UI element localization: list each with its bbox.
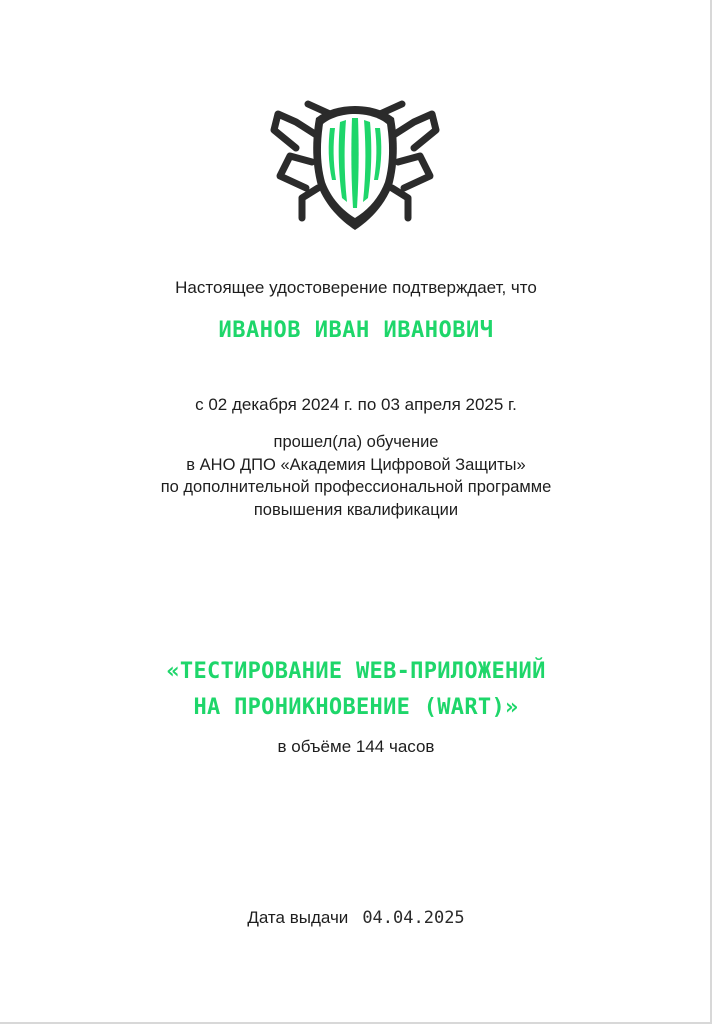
issue-date-value: 04.04.2025	[362, 908, 465, 928]
issue-date-block	[0, 908, 712, 928]
training-line: в АНО ДПО «Академия Цифровой Защиты»	[186, 455, 526, 474]
program-title-line: «ТЕСТИРОВАНИЕ WEB-ПРИЛОЖЕНИЙ	[166, 659, 546, 684]
issue-date-label: Дата выдачи	[247, 908, 349, 927]
program-title-line: НА ПРОНИКНОВЕНИЕ (WART)»	[193, 695, 519, 720]
training-line: прошел(ла) обучение	[273, 433, 439, 451]
program-hours: в объёме 144 часов	[277, 737, 435, 756]
training-period: с 02 декабря 2024 г. по 03 апреля 2025 г.	[195, 395, 517, 414]
bug-shield-icon	[268, 100, 442, 234]
certificate-intro: Настоящее удостоверение подтверждает, что	[175, 278, 537, 297]
training-line: повышения квалификации	[253, 500, 459, 519]
training-line: по дополнительной профессиональной программе	[160, 478, 552, 496]
program-title	[0, 654, 712, 726]
training-description	[0, 431, 712, 521]
recipient-name: ИВАНОВ ИВАН ИВАНОВИЧ	[218, 318, 494, 343]
